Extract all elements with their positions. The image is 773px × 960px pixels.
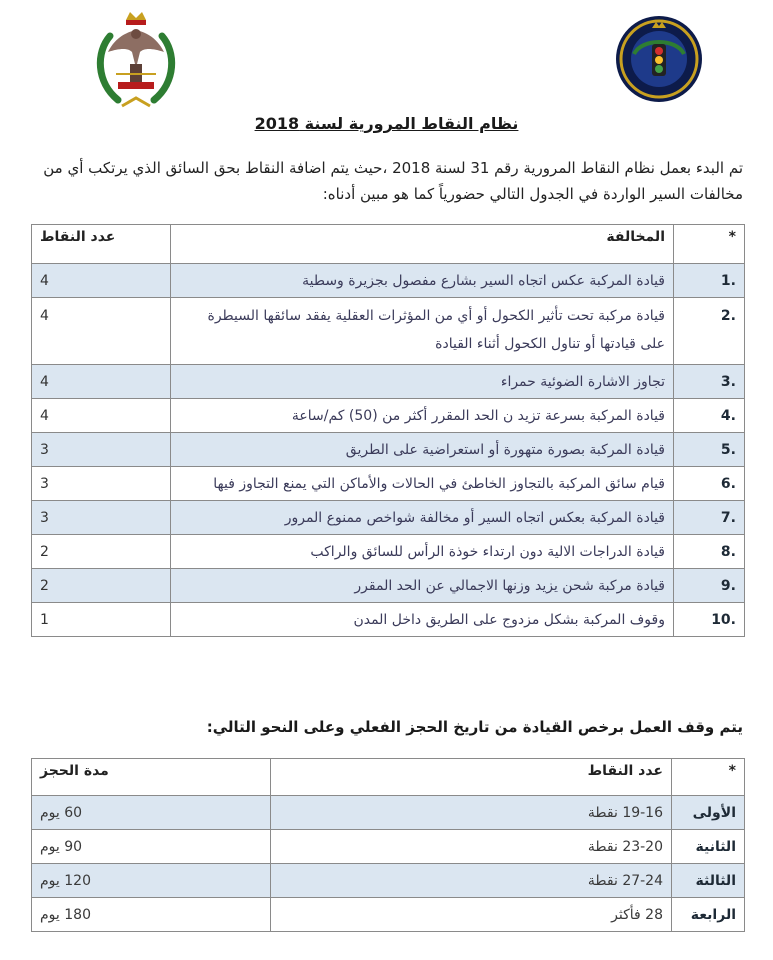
table-row (32, 365, 745, 399)
page-title: نظام النقاط المرورية لسنة 2018 (254, 114, 519, 133)
armed-forces-emblem-icon (88, 8, 184, 112)
points-value: 4 (32, 365, 171, 399)
points-range: 27-24 نقطة (271, 864, 672, 898)
suspension-duration: 60 يوم (32, 796, 271, 830)
points-value: 4 (32, 298, 171, 365)
violations-table (31, 224, 745, 637)
row-number: .8 (674, 535, 745, 569)
row-number: .2 (674, 298, 745, 365)
points-value: 2 (32, 535, 171, 569)
row-number: .6 (674, 467, 745, 501)
violation-text: قيادة الدراجات الالية دون ارتداء خوذة الرأس للسائق والراكب (171, 535, 674, 569)
tier-label: الثالثة (672, 864, 745, 898)
row-number: .1 (674, 264, 745, 298)
intro-paragraph (28, 155, 743, 207)
table-row (32, 535, 745, 569)
header-points: عدد النقاط (271, 759, 672, 796)
row-number: .7 (674, 501, 745, 535)
table-row (32, 433, 745, 467)
suspension-heading: يتم وقف العمل برخص القيادة من تاريخ الحجز الفعلي وعلى النحو التالي: (206, 718, 743, 736)
row-number: .9 (674, 569, 745, 603)
table-row (32, 864, 745, 898)
table-row (32, 264, 745, 298)
suspension-duration: 120 يوم (32, 864, 271, 898)
table-row (32, 399, 745, 433)
points-value: 3 (32, 501, 171, 535)
suspension-header-row (32, 759, 745, 796)
violation-text: قيادة المركبة عكس اتجاه السير بشارع مفصول بجزيرة وسطية (171, 264, 674, 298)
points-value: 4 (32, 399, 171, 433)
tier-label: الأولى (672, 796, 745, 830)
table-row (32, 298, 745, 365)
header-index: * (672, 759, 745, 796)
tier-label: الثانية (672, 830, 745, 864)
traffic-department-badge-icon (614, 14, 704, 104)
suspension-duration: 90 يوم (32, 830, 271, 864)
violation-text: تجاوز الاشارة الضوئية حمراء (171, 365, 674, 399)
intro-line-1: تم البدء بعمل نظام النقاط المرورية رقم 31 لسنة 2018 ،حيث يتم اضافة النقاط بحق السائق الذي يرتكب أي من (43, 159, 743, 177)
tier-label: الرابعة (672, 898, 745, 932)
violation-text: قيادة المركبة بصورة متهورة أو استعراضية على الطريق (171, 433, 674, 467)
row-number: .3 (674, 365, 745, 399)
suspension-table (31, 758, 745, 932)
table-row (32, 898, 745, 932)
header-points: عدد النقاط (32, 225, 171, 264)
row-number: .5 (674, 433, 745, 467)
header-violation: المخالفة (171, 225, 674, 264)
points-range: 19-16 نقطة (271, 796, 672, 830)
violations-header-row (32, 225, 745, 264)
points-value: 1 (32, 603, 171, 637)
intro-line-2: مخالفات السير الواردة في الجدول التالي حضورياً كما هو مبين أدناه: (322, 185, 743, 203)
violation-text: وقوف المركبة بشكل مزدوج على الطريق داخل المدن (171, 603, 674, 637)
row-number: .4 (674, 399, 745, 433)
table-row (32, 501, 745, 535)
table-row (32, 603, 745, 637)
header-index: * (674, 225, 745, 264)
points-value: 4 (32, 264, 171, 298)
header-duration: مدة الحجز (32, 759, 271, 796)
violation-text: قيام سائق المركبة بالتجاوز الخاطئ في الحالات والأماكن التي يمنع التجاوز فيها (171, 467, 674, 501)
points-range: 23-20 نقطة (271, 830, 672, 864)
points-value: 3 (32, 433, 171, 467)
violation-text: قيادة مركبة شحن يزيد وزنها الاجمالي عن الحد المقرر (171, 569, 674, 603)
violation-text: قيادة مركبة تحت تأثير الكحول أو أي من المؤثرات العقلية يفقد سائقها السيطرة على قيادتها أو تناول الكحول أثناء القيادة (171, 298, 674, 365)
table-row (32, 796, 745, 830)
table-row (32, 569, 745, 603)
table-row (32, 467, 745, 501)
violation-text: قيادة المركبة بعكس اتجاه السير أو مخالفة شواخص ممنوع المرور (171, 501, 674, 535)
points-value: 2 (32, 569, 171, 603)
points-range: 28 فأكثر (271, 898, 672, 932)
suspension-duration: 180 يوم (32, 898, 271, 932)
row-number: .10 (674, 603, 745, 637)
table-row (32, 830, 745, 864)
points-value: 3 (32, 467, 171, 501)
violation-text: قيادة المركبة بسرعة تزيد ن الحد المقرر أكثر من (50) كم/ساعة (171, 399, 674, 433)
